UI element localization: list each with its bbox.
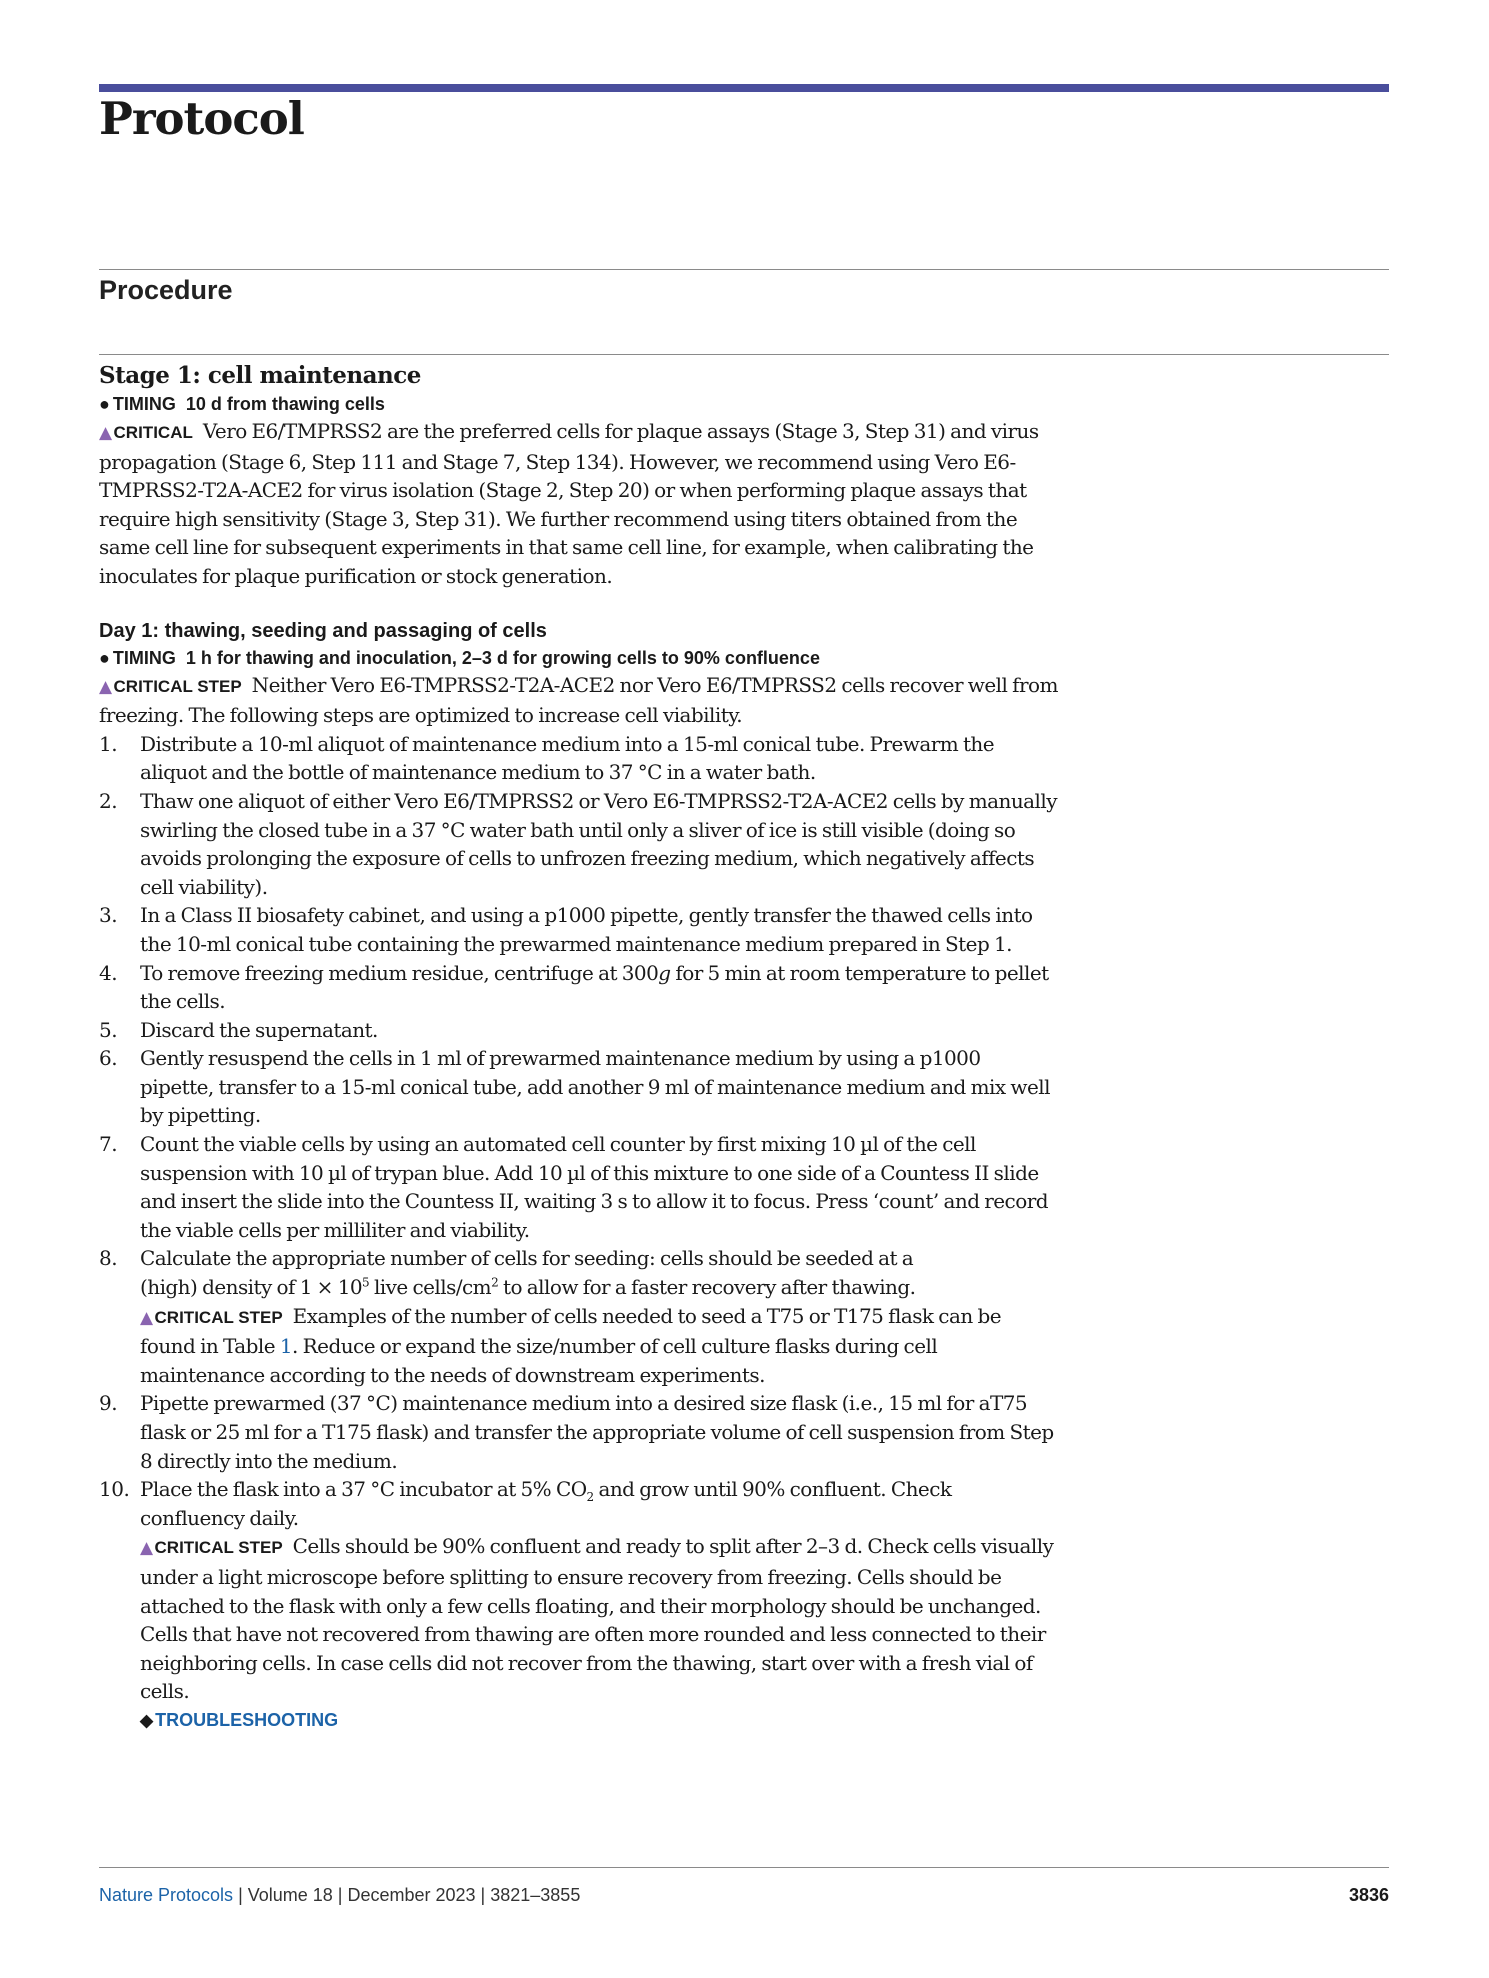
day-heading: Day 1: thawing, seeding and passaging of cells: [99, 619, 547, 642]
timing-bullet-icon: ●: [99, 647, 110, 668]
step-critical-note: ▲ CRITICAL STEP Examples of the number of cells needed to seed a T75 or T175 flask can be found in Table 1. Reduce or expand the size/number of cell culture flasks during cell maintenance according to the needs of downstream experiments.: [140, 1303, 1001, 1387]
step-item: 9. Pipette prewarmed (37 °C) maintenance medium into a desired size flask (i.e., 15 ml for aT75 flask or 25 ml for a T175 flask) and transfer the appropriate volume of cell suspension from Step 8 directly into the medium.: [99, 1391, 1054, 1473]
section-heading: Procedure: [99, 275, 233, 305]
document-page: [99, 0, 1389, 1978]
diamond-icon: ◆: [140, 1710, 154, 1730]
step-item: 10. Place the flask into a 37 °C incubator at 5% $CO_2$ and grow until 90% confluent. Check confluency daily. ▲ CRITICAL STEP Cells should be 90% confluent and ready to split after 2–3 d. Check cells visually under a light microscope before splitting to ensure recovery from freezing. Cells should be attached to the flask with only a few cells floating, and their morphology should be unchanged. Cells that have not recovered from thawing are often more rounded and less connected to their neighboring cells. In case cells did not recover from the thawing, start over with a fresh vial of cells. ◆ TROUBLESHOOTING: [99, 1475, 1059, 1735]
table-link[interactable]: 1: [279, 1334, 293, 1359]
article-type-label: Protocol: [99, 92, 304, 145]
main-content: [99, 360, 1059, 1735]
footer-citation: Nature Protocols | Volume 18 | December 2023 | 3821–3855: [99, 1885, 581, 1905]
stage-heading: Stage 1: cell maintenance: [99, 362, 421, 389]
day-timing: ● TIMING 1 h for thawing and inoculation, 2–3 d for growing cells to 90% confluence: [99, 647, 820, 668]
step-item: 3. In a Class II biosafety cabinet, and using a p1000 pipette, gently transfer the thawed cells into the 10-ml conical tube containing the prewarmed maintenance medium prepared in Step 1.: [99, 903, 1033, 956]
step-item: 4. To remove freezing medium residue, centrifuge at 300g for 5 min at room temperature to pellet the cells.: [99, 960, 1049, 1014]
section-rule-bottom: [99, 354, 1389, 355]
footer-rule: [99, 1867, 1389, 1868]
troubleshooting-link[interactable]: ◆ TROUBLESHOOTING: [140, 1709, 339, 1730]
step-item: 2. Thaw one aliquot of either Vero E6/TMPRSS2 or Vero E6-TMPRSS2-T2A-ACE2 cells by manually swirling the closed tube in a 37 °C water bath until only a sliver of ice is still visible (doing so avoids prolonging the exposure of cells to unfrozen freezing medium, which negatively affects cell viability).: [99, 788, 1057, 899]
step-item: 5. Discard the supernatant.: [99, 1017, 378, 1042]
step-critical-note: ▲ CRITICAL STEP Cells should be 90% confluent and ready to split after 2–3 d. Check cells visually under a light microscope before splitting to ensure recovery from freezing. Cells should be attached to the flask with only a few cells floating, and their morphology should be unchanged. Cells that have not recovered from thawing are often more rounded and less connected to their neighboring cells. In case cells did not recover from the thawing, start over with a fresh vial of cells.: [140, 1534, 1054, 1704]
page-number: 3836: [1348, 1885, 1389, 1905]
critical-triangle-icon: ▲: [99, 676, 112, 697]
footer-journal-link[interactable]: Nature Protocols: [99, 1885, 234, 1905]
step-item: 7. Count the viable cells by using an automated cell counter by first mixing 10 µl of the cell suspension with 10 µl of trypan blue. Add 10 µl of this mixture to one side of a Countess II slide and insert the slide into the Countess II, waiting 3 s to allow it to focus. Press ‘count’ and record the viable cells per milliliter and viability.: [99, 1132, 1048, 1242]
stage-critical-note: ▲ CRITICAL Vero E6/TMPRSS2 are the preferred cells for plaque assays (Stage 3, Step 31) and virus propagation (Stage 6, Step 111 and Stage 7, Step 134). However, we recommend using Vero E6-TMPRSS2-T2A-ACE2 for virus isolation (Stage 2, Step 20) or when performing plaque assays that require high sensitivity (Stage 3, Step 31). We further recommend using titers obtained from the same cell line for subsequent experiments in that same cell line, for example, when calibrating the inoculates for plaque purification or stock generation.: [99, 419, 1039, 588]
section-rule-top: [99, 269, 1389, 270]
header-color-bar: [99, 84, 1389, 92]
procedure-steps: [99, 730, 1059, 1735]
step-item: 1. Distribute a 10-ml aliquot of maintenance medium into a 15-ml conical tube. Prewarm the aliquot and the bottle of maintenance medium to 37 °C in a water bath.: [99, 731, 995, 785]
critical-triangle-icon: ▲: [140, 1307, 153, 1328]
step-item: 6. Gently resuspend the cells in 1 ml of prewarmed maintenance medium by using a p1000 pipette, transfer to a 15-ml conical tube, add another 9 ml of maintenance medium and mix well by pipetting.: [99, 1046, 1050, 1128]
stage-timing: ● TIMING 10 d from thawing cells: [99, 394, 385, 414]
day-critical-note: ▲ CRITICAL STEP Neither Vero E6-TMPRSS2-T2A-ACE2 nor Vero E6/TMPRSS2 cells recover well from freezing. The following steps are optimized to increase cell viability.: [99, 672, 1058, 728]
step-item: 8. Calculate the appropriate number of cells for seeding: cells should be seeded at a (high) density of $1 \times 10^5$ live cells/$cm^2$ to allow for a faster recovery after thawing. ▲ CRITICAL STEP Examples of the number of cells needed to seed a T75 or T175 flask can be found in Table 1. Reduce or expand the size/number of cell culture flasks during cell maintenance according to the needs of downstream experiments.: [99, 1244, 1059, 1389]
critical-triangle-icon: ▲: [99, 423, 112, 443]
critical-triangle-icon: ▲: [140, 1538, 153, 1559]
timing-bullet-icon: ●: [99, 394, 110, 414]
